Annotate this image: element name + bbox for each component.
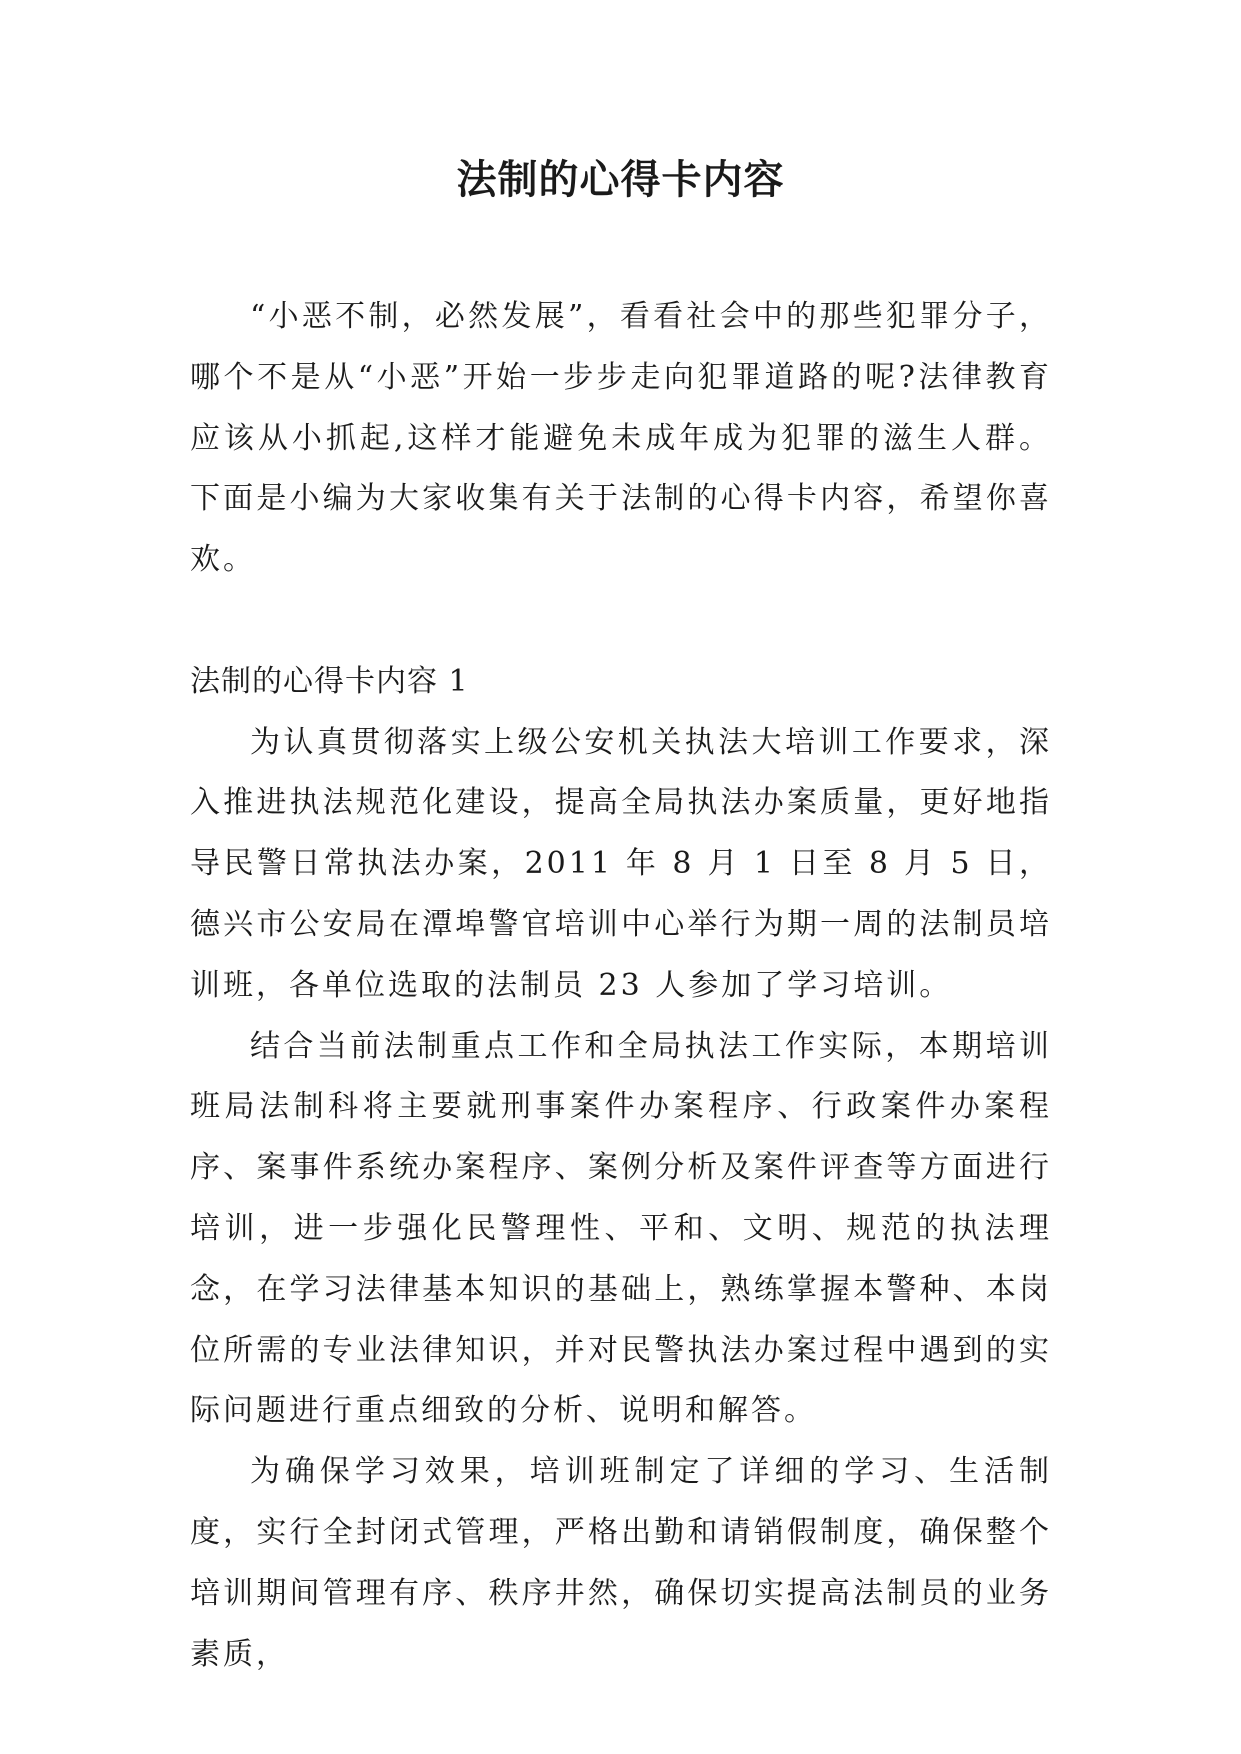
body-paragraph: 结合当前法制重点工作和全局执法工作实际，本期培训班局法制科将主要就刑事案件办案程序、行政案件办案程序、案事件系统办案程序、案例分析及案件评查等方面进行培训，进一步强化民警理性、平和、文明、规范的执法理念，在学习法律基本知识的基础上，熟练掌握本警种、本岗位所需的专业法律知识，并对民警执法办案过程中遇到的实际问题进行重点细致的分析、说明和解答。 (190, 1028, 1052, 1429)
body-paragraph: 为确保学习效果，培训班制定了详细的学习、生活制度，实行全封闭式管理，严格出勤和请销假制度，确保整个培训期间管理有序、秩序井然，确保切实提高法制员的业务素质， (190, 1454, 1052, 1672)
section-heading: 法制的心得卡内容 1 (190, 663, 469, 699)
body-paragraph: 为认真贯彻落实上级公安机关执法大培训工作要求，深入推进执法规范化建设，提高全局执法办案质量，更好地指导民警日常执法办案，2011 年 8 月 1 日至 8 月 5 日，德兴市公安局在潭埠警官培训中心举行为期一周的法制员培训班，各单位选取的法制员 23 人参加了学习培训。 (190, 724, 1052, 1003)
document-body (190, 287, 1052, 1685)
intro-paragraph: “小恶不制，必然发展”，看看社会中的那些犯罪分子，哪个不是从“小恶”开始一步步走向犯罪道路的呢?法律教育应该从小抓起,这样才能避免未成年成为犯罪的滋生人群。下面是小编为大家收集有关于法制的心得卡内容，希望你喜欢。 (190, 299, 1052, 578)
document-title: 法制的心得卡内容 (456, 157, 785, 203)
